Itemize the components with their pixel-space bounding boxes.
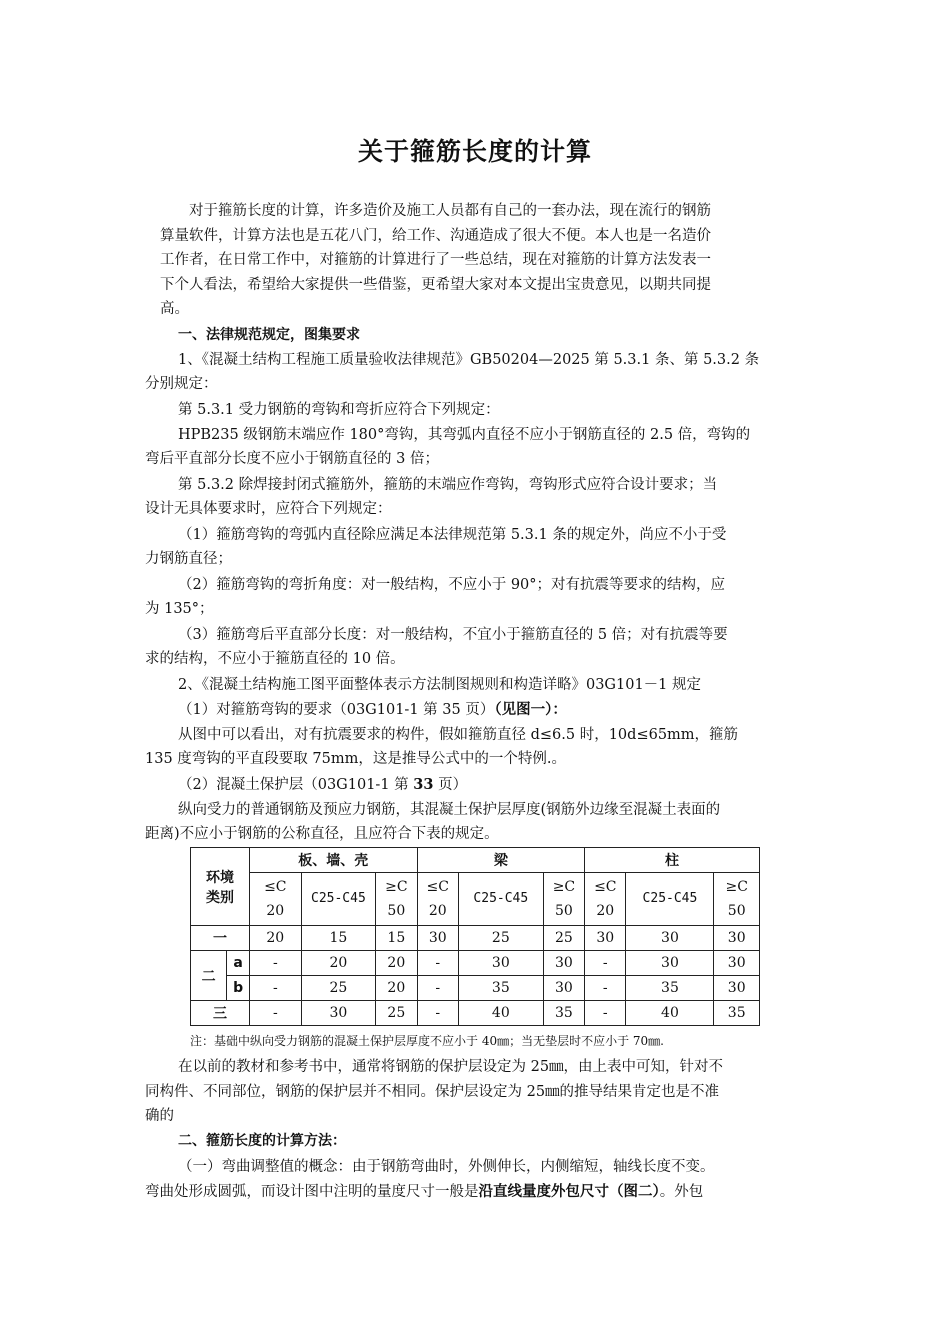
item2-text-line: 135 度弯钩的平直段要取 75mm，这是推导公式中的一个特例.。 [145, 751, 566, 767]
grade-header-line: 50 [727, 903, 746, 919]
intro-line: 算量软件，计算方法也是五花八门，给工作、沟通造成了很大不便。本人也是一名造价 [160, 227, 711, 244]
bend-line [145, 1180, 703, 1205]
table-cell: - [249, 976, 301, 1001]
table-cell: - [585, 1001, 626, 1026]
intro-paragraph [160, 199, 810, 322]
grade-header: C25-C45 [626, 873, 714, 926]
after-table-line: 确的 [145, 1108, 174, 1124]
section-heading-1: 一、法律规范规定，图集要求 [178, 327, 360, 343]
grade-header-line: ≤C [426, 879, 449, 895]
grade-header-line: ≥C [725, 879, 748, 895]
figure-1-reference: （见图一）： [494, 701, 567, 718]
env-cell: 二 [191, 951, 227, 1001]
grade-header [585, 873, 626, 926]
item1-line: 分别规定： [145, 376, 218, 392]
table-cell: 40 [626, 1001, 714, 1026]
bend-line: （一）弯曲调整值的概念：由于钢筋弯曲时，外侧伸长，内侧缩短，轴线长度不变。 [178, 1159, 715, 1175]
grade-header [376, 873, 417, 926]
item2-sub2 [178, 773, 467, 798]
table-cell: 25 [376, 1001, 417, 1026]
item2-text-line: 从图中可以看出，对有抗震要求的构件，假如箍筋直径 d≤6.5 时，10d≤65mm，箍筋 [178, 727, 739, 743]
table-cell: - [249, 951, 301, 976]
item2-sub2-text: （2）混凝土保护层（03G101-1 第 [178, 777, 414, 793]
table-note: 注：基础中纵向受力钢筋的混凝土保护层厚度不应小于 40㎜；当无垫层时不应小于 70㎜. [190, 1034, 664, 1048]
group-header-beam: 梁 [417, 848, 585, 873]
table-cell: 35 [543, 1001, 584, 1026]
table-cell: 30 [714, 976, 760, 1001]
grade-header-line: ≥C [552, 879, 576, 895]
sub-rule-2-line: （2）箍筋弯钩的弯折角度：对一般结构，不应小于 90°；对有抗震等要求的结构，应 [178, 577, 726, 593]
cover-text-line: 纵向受力的普通钢筋及预应力钢筋，其混凝土保护层厚度(钢筋外边缘至混凝土表面的 [178, 802, 721, 818]
table-cell: 25 [458, 926, 543, 951]
grade-header-line: ≥C [385, 879, 408, 895]
table-cell: 15 [301, 926, 375, 951]
grade-header [714, 873, 760, 926]
section-heading-2: 二、箍筋长度的计算方法： [178, 1133, 346, 1149]
grade-header-line: 20 [266, 903, 285, 919]
sub-rule-3-line: （3）箍筋弯后平直部分长度：对一般结构，不宜小于箍筋直径的 5 倍；对有抗震等要 [178, 627, 728, 643]
table-cell: 30 [543, 976, 584, 1001]
table-row [191, 926, 760, 951]
intro-line: 高。 [160, 301, 189, 318]
env-cell: 三 [191, 1001, 250, 1026]
table-cell: 30 [585, 926, 626, 951]
sub-rule-1-line: （1）箍筋弯钩的弯弧内直径除应满足本法律规范第 5.3.1 条的规定外，尚应不小于受 [178, 527, 727, 543]
table-cell: 30 [714, 926, 760, 951]
table-cell: 15 [376, 926, 417, 951]
grade-header-line: ≤C [594, 879, 617, 895]
table-subheader-row [191, 873, 760, 926]
grade-header-line: 20 [428, 903, 447, 919]
after-table-line: 在以前的教材和参考书中，通常将钢筋的保护层设定为 25㎜，由上表中可知，针对不 [178, 1059, 724, 1075]
grade-header-line: 50 [387, 903, 406, 919]
env-cell: 一 [191, 926, 250, 951]
table-row [191, 976, 760, 1001]
env-sub-cell: b [227, 976, 250, 1001]
env-header-line: 类别 [205, 889, 234, 906]
table-cell: 35 [626, 976, 714, 1001]
grade-header [417, 873, 458, 926]
table-cell: 25 [543, 926, 584, 951]
item1-line: 1、《混凝土结构工程施工质量验收法律规范》GB50204—2025 第 5.3.1 条、第 5.3.2 条 [178, 352, 760, 368]
grade-header: C25-C45 [301, 873, 375, 926]
figure-2-reference: 沿直线量度外包尺寸（图二） [478, 1183, 660, 1200]
env-sub-cell: a [227, 951, 250, 976]
table-cell: 20 [249, 926, 301, 951]
group-header-slab: 板、墙、壳 [249, 848, 417, 873]
table-header-row [191, 848, 760, 873]
rule-531: 第 5.3.1 受力钢筋的弯钩和弯折应符合下列规定： [178, 402, 500, 418]
after-table-line: 同构件、不同部位，钢筋的保护层并不相同。保护层设定为 25㎜的推导结果肯定也是不准 [145, 1084, 720, 1100]
intro-line: 对于箍筋长度的计算，许多造价及施工人员都有自己的一套办法，现在流行的钢筋 [160, 203, 711, 219]
table-cell: 40 [458, 1001, 543, 1026]
table-row [191, 951, 760, 976]
concrete-cover-table [190, 847, 760, 1026]
group-header-column: 柱 [585, 848, 760, 873]
intro-line: 工作者，在日常工作中，对箍筋的计算进行了一些总结，现在对箍筋的计算方法发表一 [160, 252, 711, 269]
table-cell: 20 [376, 951, 417, 976]
table-cell: 30 [626, 926, 714, 951]
env-header [191, 848, 250, 926]
sub-rule-2-line: 为 135°； [145, 601, 214, 617]
table-cell: - [585, 976, 626, 1001]
table-cell: - [417, 976, 458, 1001]
table-cell: - [585, 951, 626, 976]
table-cell: 30 [301, 1001, 375, 1026]
item2-sub1-text: （1）对箍筋弯钩的要求（03G101-1 第 35 页） [178, 702, 495, 718]
table-row [191, 1001, 760, 1026]
intro-line: 下个人看法，希望给大家提供一些借鉴，更希望大家对本文提出宝贵意见，以期共同提 [160, 276, 711, 293]
table-cell: 30 [458, 951, 543, 976]
rule-532-line: 第 5.3.2 除焊接封闭式箍筋外，箍筋的末端应作弯钩，弯钩形式应符合设计要求；当 [178, 477, 718, 493]
hpb-line: HPB235 级钢筋末端应作 180°弯钩，其弯弧内直径不应小于钢筋直径的 2.5 倍，弯钩的 [178, 427, 751, 443]
table-cell: 20 [376, 976, 417, 1001]
grade-header-line: ≤C [264, 879, 287, 895]
item2-line: 2、《混凝土结构施工图平面整体表示方法制图规则和构造详略》03G101－1 规定 [178, 677, 702, 693]
page-number: 33 [413, 776, 434, 793]
grade-header [249, 873, 301, 926]
grade-header-line: 50 [555, 903, 573, 919]
table-cell: 35 [458, 976, 543, 1001]
item2-sub2-end: 页） [433, 777, 468, 793]
table-cell: - [417, 951, 458, 976]
hpb-line: 弯后平直部分长度不应小于钢筋直径的 3 倍； [145, 451, 439, 467]
table-cell: 30 [543, 951, 584, 976]
table-cell: 25 [301, 976, 375, 1001]
cover-text-line: 距离)不应小于钢筋的公称直径，且应符合下表的规定。 [145, 826, 499, 842]
sub-rule-3-line: 求的结构，不应小于箍筋直径的 10 倍。 [145, 651, 405, 667]
sub-rule-1-line: 力钢筋直径； [145, 551, 232, 567]
table-cell: 30 [714, 951, 760, 976]
table-cell: 20 [301, 951, 375, 976]
grade-header [543, 873, 584, 926]
document-title: 关于箍筋长度的计算 [357, 137, 592, 166]
table-cell: - [249, 1001, 301, 1026]
table-cell: 35 [714, 1001, 760, 1026]
item2-sub1 [178, 698, 567, 723]
bend-text-end: 。外包 [659, 1184, 704, 1200]
env-header-line: 环境 [205, 869, 234, 886]
table-cell: 30 [626, 951, 714, 976]
grade-header-line: 20 [596, 903, 615, 919]
table-cell: - [417, 1001, 458, 1026]
bend-text: 弯曲处形成圆弧，而设计图中注明的量度尺寸一般是 [145, 1184, 479, 1200]
rule-532-line: 设计无具体要求时，应符合下列规定： [145, 501, 392, 517]
grade-header: C25-C45 [458, 873, 543, 926]
table-cell: 30 [417, 926, 458, 951]
